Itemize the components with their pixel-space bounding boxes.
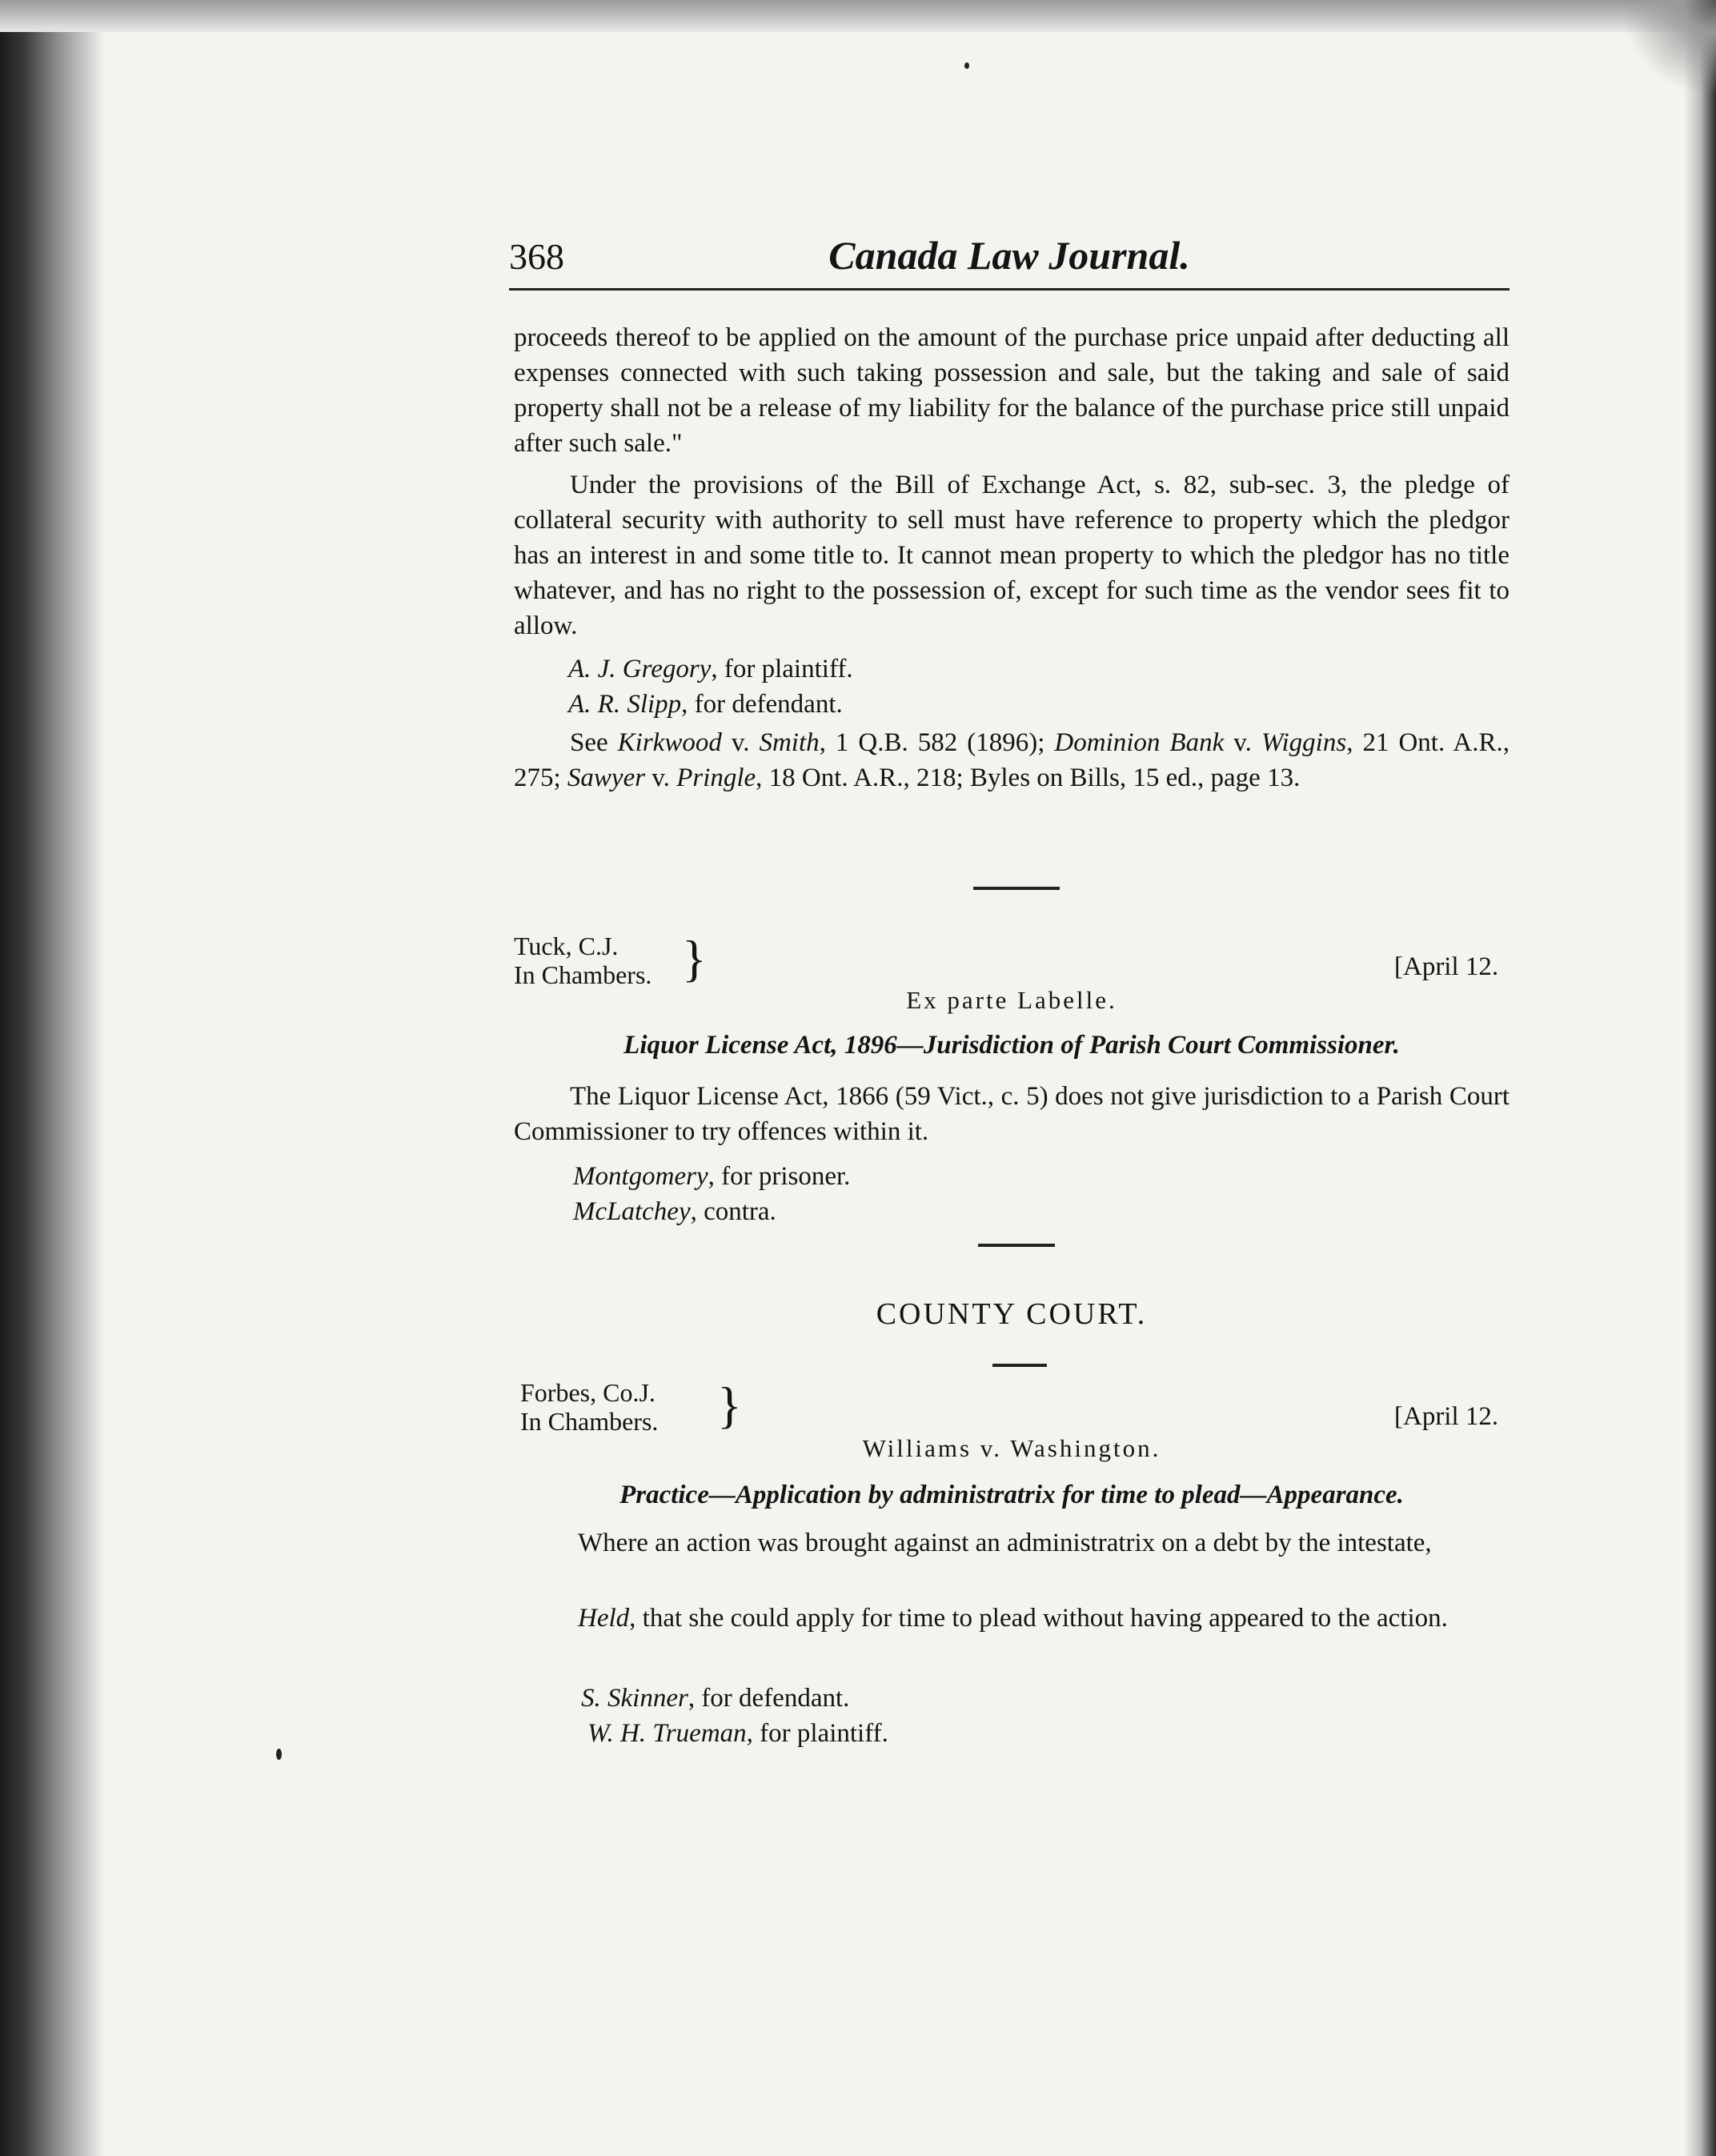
scan-shadow-right xyxy=(1684,0,1716,2156)
case1-para1: proceeds thereof to be applied on the amount of the purchase price unpaid after deducting all expenses connected with such taking possession and sale, but the taking and sale of said property shall not be a release of my liability for the balance of the purchase price still unpaid after such sale." xyxy=(514,323,1510,458)
section-divider xyxy=(978,1244,1055,1247)
citation-ref: , 1 Q.B. 582 (1896); xyxy=(819,728,1055,757)
case3-subject: Practice—Application by administratrix for time to plead—Appearance. xyxy=(619,1481,1404,1509)
citation-ref: , 18 Ont. A.R., 218; Byles on Bills, 15 ed., page 13. xyxy=(756,763,1301,792)
case3-judge xyxy=(520,1378,658,1436)
citation-party: Sawyer xyxy=(567,763,646,792)
counsel-name: A. R. Slipp xyxy=(568,690,682,719)
scan-shadow-top xyxy=(0,0,1716,32)
counsel-line xyxy=(581,1681,888,1716)
case2-holding: The Liquor License Act, 1866 (59 Vict., c. 5) does not give jurisdiction to a Parish Court Commissioner to try offences within it. xyxy=(514,1082,1510,1146)
citation-party: Dominion Bank xyxy=(1054,728,1225,757)
case3-title: Williams v. Washington. xyxy=(862,1434,1161,1462)
case1-see-also xyxy=(514,725,1510,795)
versus: v. xyxy=(721,728,760,757)
case2-judge xyxy=(514,932,652,989)
counsel-role: , for prisoner. xyxy=(708,1162,851,1191)
brace-icon: } xyxy=(682,930,707,987)
counsel-name: A. J. Gregory xyxy=(568,655,712,683)
versus: v. xyxy=(1224,728,1261,757)
page-header xyxy=(509,232,1510,288)
held-label: Held xyxy=(578,1604,630,1633)
page-corner-shadow xyxy=(1617,0,1716,120)
section-divider xyxy=(992,1364,1047,1367)
case1-counsel xyxy=(568,651,853,722)
case3-counsel xyxy=(581,1681,888,1751)
counsel-role: , for defendant. xyxy=(681,690,843,719)
page-number: 368 xyxy=(509,236,564,277)
counsel-line xyxy=(568,651,853,687)
brace-icon: } xyxy=(717,1377,742,1433)
counsel-line xyxy=(573,1194,850,1229)
see-prefix: See xyxy=(570,728,618,757)
case2-subject: Liquor License Act, 1896—Jurisdiction of Parish Court Commissioner. xyxy=(623,1031,1400,1060)
running-title: Canada Law Journal. xyxy=(828,233,1190,278)
counsel-line xyxy=(573,1159,850,1194)
section-heading: COUNTY COURT. xyxy=(876,1297,1148,1331)
counsel-role: , for plaintiff. xyxy=(746,1719,888,1748)
case1-body xyxy=(514,320,1510,650)
counsel-name: Montgomery xyxy=(573,1162,708,1191)
counsel-name: W. H. Trueman xyxy=(587,1719,747,1748)
judge-name: Forbes, Co.J. xyxy=(520,1378,656,1407)
section-divider xyxy=(973,887,1060,890)
citation-party: Wiggins xyxy=(1261,728,1347,757)
case3-date: [April 12. xyxy=(1394,1402,1499,1431)
judge-venue: In Chambers. xyxy=(514,960,652,989)
citation-ref: , 21 Ont. A.R., 275; xyxy=(514,728,1510,792)
counsel-role: , for defendant. xyxy=(688,1684,850,1713)
scan-shadow-left xyxy=(0,0,104,2156)
citation-party: Kirkwood xyxy=(617,728,722,757)
citation-party: Smith xyxy=(759,728,820,757)
judge-venue: In Chambers. xyxy=(520,1407,659,1436)
header-rule xyxy=(509,288,1510,291)
case3-para1: Where an action was brought against an administratrix on a debt by the intestate, xyxy=(578,1529,1432,1557)
counsel-name: McLatchey xyxy=(573,1197,691,1226)
judge-name: Tuck, C.J. xyxy=(514,932,619,960)
case2-date: [April 12. xyxy=(1394,952,1499,981)
case1-para2: Under the provisions of the Bill of Exchange Act, s. 82, sub-sec. 3, the pledge of collateral security with authority to sell must have reference to property which the pledgor has an interest in and some title to. It cannot mean property to which the pledgor has no title whatever, and has no right to the possession of, except for such time as the vendor sees fit to allow. xyxy=(514,471,1510,640)
counsel-role: , for plaintiff. xyxy=(711,655,853,683)
counsel-line xyxy=(568,687,853,722)
counsel-line xyxy=(581,1716,888,1751)
citation-party: Pringle xyxy=(676,763,756,792)
ink-speck xyxy=(964,62,969,69)
ink-speck xyxy=(276,1749,282,1760)
counsel-name: S. Skinner xyxy=(581,1684,688,1713)
case2-counsel xyxy=(573,1159,850,1229)
case2-title: Ex parte Labelle. xyxy=(906,986,1117,1014)
case3-held xyxy=(522,1601,1518,1636)
versus: v. xyxy=(645,763,677,792)
counsel-role: , contra. xyxy=(690,1197,776,1226)
held-text: , that she could apply for time to plead without having appeared to the action. xyxy=(629,1604,1448,1633)
